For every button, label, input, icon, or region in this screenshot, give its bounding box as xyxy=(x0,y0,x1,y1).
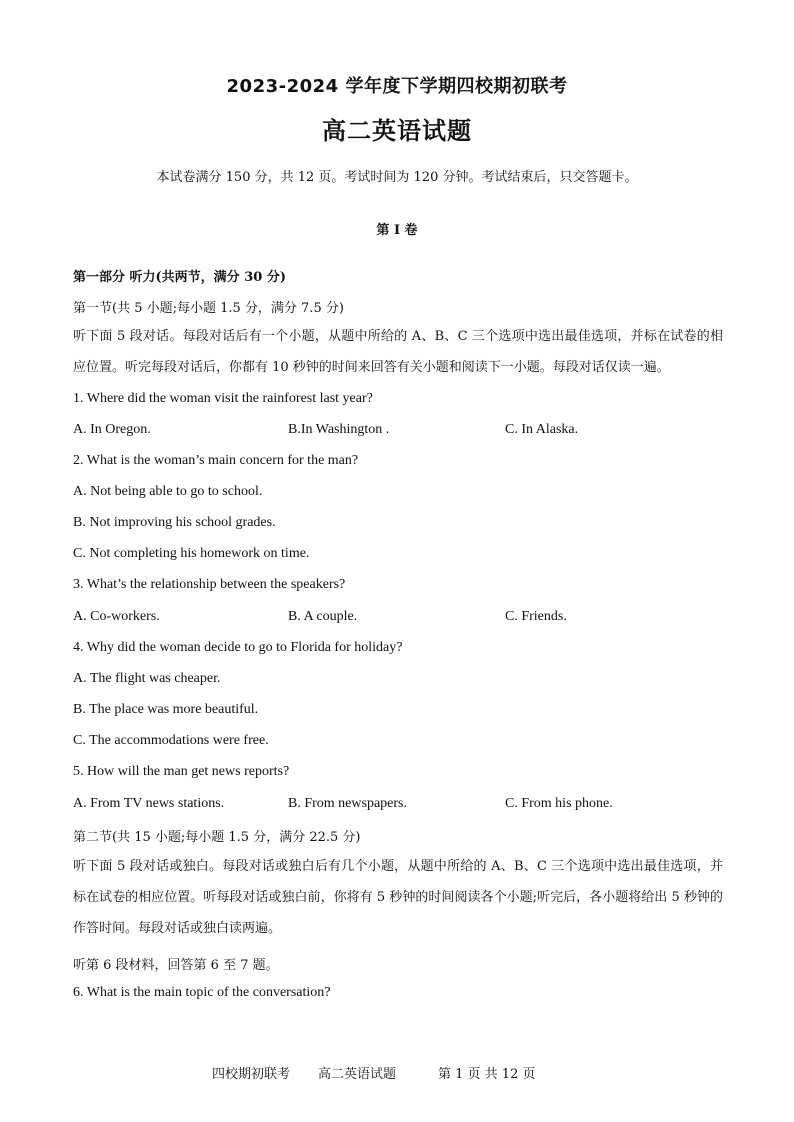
q1-option-b: B.In Washington . xyxy=(288,422,390,437)
section2-instructions: 听下面 5 段对话或独白。每段对话或独白后有几个小题，从题中所给的 A、B、C 三个选项中选出最佳选项，并标在试卷的相应位置。听每段对话或独白前，你将有 5 秒钟的时间阅读各个小题;听完后，各小题将给出 5 秒钟的作答时间。每段对话或独白读两遍。 xyxy=(73,859,723,936)
q4-option-a: A. The flight was cheaper. xyxy=(73,671,221,686)
q1-option-a: A. In Oregon. xyxy=(73,422,151,437)
q5-option-b: B. From newspapers. xyxy=(288,796,407,811)
question-2: 2. What is the woman’s main concern for the man? xyxy=(73,453,359,468)
section1-heading: 第一节(共 5 小题;每小题 1.5 分，满分 7.5 分) xyxy=(73,301,344,316)
q3-option-a: A. Co-workers. xyxy=(73,609,160,624)
section1-instructions: 听下面 5 段对话。每段对话后有一个小题，从题中所给的 A、B、C 三个选项中选出最佳选项，并标在试卷的相应位置。听完每段对话后，你都有 10 秒钟的时间来回答有关小题和阅读下一小题。每段对话仅读一遍。 xyxy=(73,329,723,375)
q1-option-c: C. In Alaska. xyxy=(505,422,579,437)
part1-heading: 第一部分 听力(共两节，满分 30 分) xyxy=(73,270,286,285)
q2-option-b: B. Not improving his school grades. xyxy=(73,515,276,530)
question-3-options xyxy=(73,609,733,627)
q4-option-b: B. The place was more beautiful. xyxy=(73,702,259,717)
q5-option-a: A. From TV news stations. xyxy=(73,796,225,811)
material6-note: 听第 6 段材料，回答第 6 至 7 题。 xyxy=(73,958,279,973)
exam-intro: 本试卷满分 150 分，共 12 页。考试时间为 120 分钟。考试结束后，只交答题卡。 xyxy=(156,170,638,185)
question-6: 6. What is the main topic of the conversation? xyxy=(73,985,331,1000)
exam-title: 2023-2024 学年度下学期四校期初联考 xyxy=(226,76,568,97)
footer-page-number: 第 1 页 共 12 页 xyxy=(438,1067,536,1082)
question-1-options xyxy=(73,422,733,440)
q2-option-c: C. Not completing his homework on time. xyxy=(73,546,310,561)
footer-subject: 高二英语试题 xyxy=(318,1067,397,1082)
q4-option-c: C. The accommodations were free. xyxy=(73,733,269,748)
question-5-options xyxy=(73,796,733,814)
section2-heading: 第二节(共 15 小题;每小题 1.5 分，满分 22.5 分) xyxy=(73,830,361,845)
q3-option-b: B. A couple. xyxy=(288,609,358,624)
question-5: 5. How will the man get news reports? xyxy=(73,764,290,779)
q3-option-c: C. Friends. xyxy=(505,609,567,624)
question-3: 3. What’s the relationship between the speakers? xyxy=(73,577,346,592)
footer-exam: 四校期初联考 xyxy=(212,1067,291,1082)
q5-option-c: C. From his phone. xyxy=(505,796,613,811)
volume-heading: 第 I 卷 xyxy=(376,223,418,238)
exam-subject-title: 高二英语试题 xyxy=(322,117,472,145)
question-4: 4. Why did the woman decide to go to Florida for holiday? xyxy=(73,640,403,655)
question-1: 1. Where did the woman visit the rainforest last year? xyxy=(73,391,373,406)
q2-option-a: A. Not being able to go to school. xyxy=(73,484,263,499)
